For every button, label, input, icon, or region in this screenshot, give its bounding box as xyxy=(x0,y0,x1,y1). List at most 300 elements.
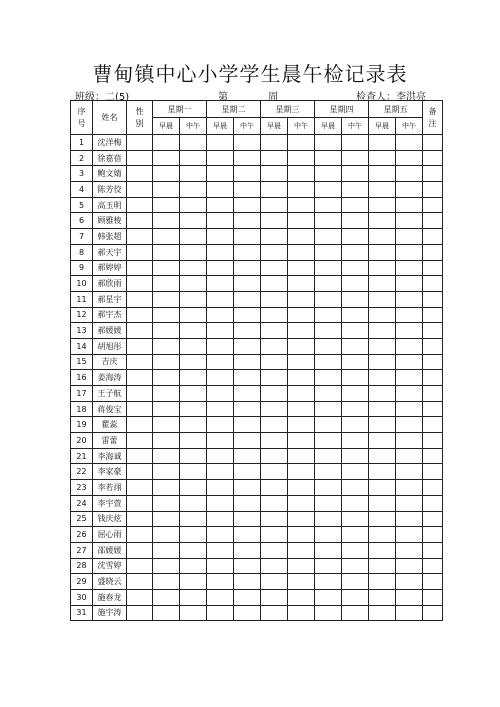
noon-check-cell xyxy=(180,574,207,590)
morning-check-cell xyxy=(153,370,180,386)
morning-check-cell xyxy=(261,244,288,260)
morning-check-cell xyxy=(261,542,288,558)
noon-check-cell xyxy=(234,135,261,151)
noon-check-cell xyxy=(342,370,369,386)
remark-header: 备 注 xyxy=(423,101,443,135)
row-number: 26 xyxy=(71,527,93,543)
morning-check-cell xyxy=(315,291,342,307)
noon-check-cell xyxy=(234,276,261,292)
noon-check-cell xyxy=(288,401,315,417)
table-row xyxy=(71,244,443,260)
morning-check-cell xyxy=(153,229,180,245)
morning-check-cell xyxy=(153,213,180,229)
morning-check-cell xyxy=(369,511,396,527)
noon-check-cell xyxy=(396,307,423,323)
noon-check-cell xyxy=(234,401,261,417)
noon-check-cell xyxy=(234,291,261,307)
noon-check-cell xyxy=(234,495,261,511)
remark-cell xyxy=(423,558,443,574)
morning-check-cell xyxy=(153,558,180,574)
noon-check-cell xyxy=(342,542,369,558)
morning-check-cell xyxy=(369,589,396,605)
morning-check-cell xyxy=(315,166,342,182)
morning-check-cell xyxy=(153,291,180,307)
remark-cell xyxy=(423,417,443,433)
table-row xyxy=(71,150,443,166)
morning-check-cell xyxy=(207,527,234,543)
gender-cell xyxy=(127,464,153,480)
row-number: 11 xyxy=(71,291,93,307)
noon-check-cell xyxy=(288,495,315,511)
noon-check-cell xyxy=(288,511,315,527)
morning-check-cell xyxy=(261,527,288,543)
noon-check-cell xyxy=(234,480,261,496)
row-number: 22 xyxy=(71,464,93,480)
table-row xyxy=(71,307,443,323)
week-prefix: 第 xyxy=(218,92,228,103)
morning-check-cell xyxy=(153,589,180,605)
noon-check-cell xyxy=(234,244,261,260)
student-name: 郝欣雨 xyxy=(93,276,127,292)
noon-check-cell xyxy=(342,417,369,433)
noon-check-cell xyxy=(180,527,207,543)
table-row xyxy=(71,135,443,151)
table-row xyxy=(71,386,443,402)
morning-check-cell xyxy=(261,291,288,307)
row-number: 12 xyxy=(71,307,93,323)
morning-check-cell xyxy=(153,276,180,292)
row-number: 23 xyxy=(71,480,93,496)
morning-check-cell xyxy=(369,197,396,213)
noon-check-cell xyxy=(234,338,261,354)
noon-check-cell xyxy=(396,244,423,260)
morning-check-cell xyxy=(315,150,342,166)
morning-check-cell xyxy=(261,417,288,433)
morning-check-cell xyxy=(261,401,288,417)
gender-cell xyxy=(127,135,153,151)
noon-check-cell xyxy=(396,433,423,449)
morning-check-cell xyxy=(261,197,288,213)
gender-cell xyxy=(127,401,153,417)
remark-cell xyxy=(423,574,443,590)
noon-check-cell xyxy=(180,291,207,307)
table-row xyxy=(71,182,443,198)
row-number: 17 xyxy=(71,386,93,402)
row-number: 31 xyxy=(71,605,93,621)
morning-check-cell xyxy=(369,401,396,417)
morning-check-cell xyxy=(207,401,234,417)
row-number: 5 xyxy=(71,197,93,213)
noon-check-cell xyxy=(180,605,207,621)
morning-check-cell xyxy=(315,401,342,417)
morning-check-cell xyxy=(207,166,234,182)
morning-check-cell xyxy=(261,605,288,621)
student-name: 郝婷婷 xyxy=(93,260,127,276)
table-row xyxy=(71,338,443,354)
remark-cell xyxy=(423,589,443,605)
morning-check-cell xyxy=(261,354,288,370)
table-row xyxy=(71,370,443,386)
noon-check-cell xyxy=(288,605,315,621)
morning-check-cell xyxy=(369,338,396,354)
morning-check-cell xyxy=(207,495,234,511)
morning-check-cell xyxy=(207,589,234,605)
noon-check-cell xyxy=(180,370,207,386)
remark-cell xyxy=(423,433,443,449)
morning-check-cell xyxy=(315,574,342,590)
noon-check-cell xyxy=(342,480,369,496)
morning-check-cell xyxy=(207,464,234,480)
morning-check-cell xyxy=(315,464,342,480)
table-row xyxy=(71,213,443,229)
remark-cell xyxy=(423,291,443,307)
student-name: 姜海涛 xyxy=(93,370,127,386)
noon-check-cell xyxy=(396,338,423,354)
row-number: 6 xyxy=(71,213,93,229)
noon-check-cell xyxy=(180,276,207,292)
morning-check-cell xyxy=(315,354,342,370)
morning-check-cell xyxy=(261,558,288,574)
noon-check-cell xyxy=(342,386,369,402)
noon-check-cell xyxy=(342,605,369,621)
morning-check-cell xyxy=(369,433,396,449)
noon-check-cell xyxy=(288,386,315,402)
morning-check-cell xyxy=(207,135,234,151)
morning-check-cell xyxy=(315,276,342,292)
noon-check-cell xyxy=(396,213,423,229)
morning-check-cell xyxy=(153,605,180,621)
noon-check-cell xyxy=(396,448,423,464)
morning-check-cell xyxy=(369,260,396,276)
noon-check-cell xyxy=(342,511,369,527)
morning-check-cell xyxy=(153,511,180,527)
morning-check-cell xyxy=(369,448,396,464)
noon-check-cell xyxy=(342,229,369,245)
noon-check-cell xyxy=(342,433,369,449)
row-number: 21 xyxy=(71,448,93,464)
noon-check-cell xyxy=(288,229,315,245)
noon-check-cell xyxy=(288,589,315,605)
gender-cell xyxy=(127,276,153,292)
morning-check-cell xyxy=(153,417,180,433)
remark-cell xyxy=(423,244,443,260)
noon-check-cell xyxy=(180,307,207,323)
seq-header: 序 号 xyxy=(71,101,93,135)
gender-cell xyxy=(127,182,153,198)
noon-header: 中午 xyxy=(342,118,369,135)
day-header-fri: 星期五 xyxy=(369,101,423,118)
remark-cell xyxy=(423,511,443,527)
morning-check-cell xyxy=(207,417,234,433)
student-name: 雷蕾 xyxy=(93,433,127,449)
morning-check-cell xyxy=(315,558,342,574)
noon-check-cell xyxy=(180,464,207,480)
noon-check-cell xyxy=(288,213,315,229)
noon-check-cell xyxy=(396,135,423,151)
gender-cell xyxy=(127,527,153,543)
morning-check-cell xyxy=(261,574,288,590)
noon-check-cell xyxy=(396,150,423,166)
morning-check-cell xyxy=(261,495,288,511)
morning-check-cell xyxy=(315,323,342,339)
student-name: 瞿蕊 xyxy=(93,417,127,433)
noon-check-cell xyxy=(288,182,315,198)
noon-check-cell xyxy=(396,417,423,433)
student-name: 高玉明 xyxy=(93,197,127,213)
morning-check-cell xyxy=(207,150,234,166)
morning-check-cell xyxy=(261,166,288,182)
morning-check-cell xyxy=(315,605,342,621)
noon-check-cell xyxy=(234,182,261,198)
table-row xyxy=(71,323,443,339)
noon-check-cell xyxy=(342,213,369,229)
noon-check-cell xyxy=(180,417,207,433)
gender-cell xyxy=(127,150,153,166)
noon-check-cell xyxy=(234,260,261,276)
noon-header: 中午 xyxy=(180,118,207,135)
morning-check-cell xyxy=(315,511,342,527)
morning-header: 早晨 xyxy=(261,118,288,135)
remark-cell xyxy=(423,166,443,182)
table-row xyxy=(71,511,443,527)
noon-check-cell xyxy=(342,291,369,307)
morning-check-cell xyxy=(153,574,180,590)
morning-check-cell xyxy=(369,323,396,339)
noon-check-cell xyxy=(288,527,315,543)
morning-check-cell xyxy=(261,386,288,402)
remark-cell xyxy=(423,542,443,558)
morning-check-cell xyxy=(261,307,288,323)
table-row xyxy=(71,558,443,574)
noon-check-cell xyxy=(234,511,261,527)
row-number: 10 xyxy=(71,276,93,292)
noon-check-cell xyxy=(180,589,207,605)
student-name: 郝媛媛 xyxy=(93,323,127,339)
noon-check-cell xyxy=(342,150,369,166)
noon-check-cell xyxy=(396,495,423,511)
noon-check-cell xyxy=(288,244,315,260)
row-number: 3 xyxy=(71,166,93,182)
student-name: 李宇萱 xyxy=(93,495,127,511)
morning-header: 早晨 xyxy=(369,118,396,135)
noon-check-cell xyxy=(396,558,423,574)
morning-check-cell xyxy=(207,291,234,307)
student-name: 施春龙 xyxy=(93,589,127,605)
table-row xyxy=(71,527,443,543)
noon-check-cell xyxy=(234,323,261,339)
noon-check-cell xyxy=(234,527,261,543)
noon-check-cell xyxy=(288,166,315,182)
student-name: 韩张超 xyxy=(93,229,127,245)
noon-header: 中午 xyxy=(396,118,423,135)
morning-check-cell xyxy=(153,401,180,417)
noon-check-cell xyxy=(180,386,207,402)
noon-check-cell xyxy=(288,323,315,339)
morning-check-cell xyxy=(261,448,288,464)
day-header-wed: 星期三 xyxy=(261,101,315,118)
row-number: 27 xyxy=(71,542,93,558)
morning-check-cell xyxy=(153,135,180,151)
noon-check-cell xyxy=(396,323,423,339)
student-name: 蒋俊宝 xyxy=(93,401,127,417)
noon-check-cell xyxy=(396,370,423,386)
remark-cell xyxy=(423,229,443,245)
noon-check-cell xyxy=(342,244,369,260)
morning-check-cell xyxy=(207,338,234,354)
gender-cell xyxy=(127,244,153,260)
noon-check-cell xyxy=(180,150,207,166)
morning-check-cell xyxy=(153,260,180,276)
morning-check-cell xyxy=(315,182,342,198)
noon-check-cell xyxy=(396,229,423,245)
row-number: 8 xyxy=(71,244,93,260)
table-row xyxy=(71,448,443,464)
gender-cell xyxy=(127,197,153,213)
gender-cell xyxy=(127,417,153,433)
morning-check-cell xyxy=(153,197,180,213)
noon-check-cell xyxy=(288,338,315,354)
morning-check-cell xyxy=(369,370,396,386)
morning-check-cell xyxy=(369,495,396,511)
table-row xyxy=(71,166,443,182)
morning-check-cell xyxy=(153,495,180,511)
record-table xyxy=(70,100,443,621)
noon-check-cell xyxy=(342,558,369,574)
morning-check-cell xyxy=(369,182,396,198)
noon-header: 中午 xyxy=(288,118,315,135)
morning-check-cell xyxy=(207,229,234,245)
table-row xyxy=(71,574,443,590)
student-name: 徐嘉蓓 xyxy=(93,150,127,166)
student-name: 李家豪 xyxy=(93,464,127,480)
noon-check-cell xyxy=(180,229,207,245)
noon-check-cell xyxy=(234,605,261,621)
gender-cell xyxy=(127,589,153,605)
noon-check-cell xyxy=(342,527,369,543)
morning-check-cell xyxy=(207,433,234,449)
morning-check-cell xyxy=(369,480,396,496)
gender-cell xyxy=(127,542,153,558)
morning-check-cell xyxy=(315,244,342,260)
morning-check-cell xyxy=(369,386,396,402)
noon-check-cell xyxy=(396,182,423,198)
remark-cell xyxy=(423,307,443,323)
morning-check-cell xyxy=(369,291,396,307)
noon-check-cell xyxy=(234,386,261,402)
row-number: 18 xyxy=(71,401,93,417)
morning-check-cell xyxy=(207,370,234,386)
morning-check-cell xyxy=(369,605,396,621)
morning-check-cell xyxy=(153,338,180,354)
morning-check-cell xyxy=(315,480,342,496)
table-row xyxy=(71,260,443,276)
day-header-thu: 星期四 xyxy=(315,101,369,118)
table-row xyxy=(71,354,443,370)
noon-check-cell xyxy=(288,558,315,574)
morning-check-cell xyxy=(369,527,396,543)
morning-check-cell xyxy=(207,480,234,496)
morning-check-cell xyxy=(261,260,288,276)
remark-cell xyxy=(423,182,443,198)
student-name: 邵媛媛 xyxy=(93,542,127,558)
remark-cell xyxy=(423,370,443,386)
student-name: 沈雪婷 xyxy=(93,558,127,574)
student-name: 王子航 xyxy=(93,386,127,402)
table-row xyxy=(71,542,443,558)
morning-check-cell xyxy=(315,386,342,402)
morning-check-cell xyxy=(369,135,396,151)
morning-check-cell xyxy=(261,480,288,496)
morning-check-cell xyxy=(315,135,342,151)
table-row xyxy=(71,417,443,433)
noon-check-cell xyxy=(180,495,207,511)
morning-check-cell xyxy=(153,307,180,323)
table-row xyxy=(71,605,443,621)
noon-check-cell xyxy=(180,338,207,354)
remark-cell xyxy=(423,213,443,229)
morning-check-cell xyxy=(207,542,234,558)
morning-check-cell xyxy=(369,464,396,480)
morning-check-cell xyxy=(207,511,234,527)
morning-check-cell xyxy=(261,135,288,151)
student-name: 钱庆炫 xyxy=(93,511,127,527)
morning-check-cell xyxy=(315,542,342,558)
noon-check-cell xyxy=(396,542,423,558)
student-name: 郝宇杰 xyxy=(93,307,127,323)
gender-header: 性 别 xyxy=(127,101,153,135)
row-number: 28 xyxy=(71,558,93,574)
noon-check-cell xyxy=(342,354,369,370)
row-number: 16 xyxy=(71,370,93,386)
row-number: 14 xyxy=(71,338,93,354)
morning-check-cell xyxy=(315,229,342,245)
morning-check-cell xyxy=(153,386,180,402)
morning-check-cell xyxy=(369,307,396,323)
morning-check-cell xyxy=(261,182,288,198)
noon-check-cell xyxy=(288,417,315,433)
gender-cell xyxy=(127,605,153,621)
morning-check-cell xyxy=(261,464,288,480)
morning-check-cell xyxy=(369,150,396,166)
morning-check-cell xyxy=(207,213,234,229)
student-name: 鲍文婧 xyxy=(93,166,127,182)
morning-check-cell xyxy=(315,495,342,511)
remark-cell xyxy=(423,605,443,621)
student-name: 吉庆 xyxy=(93,354,127,370)
noon-check-cell xyxy=(234,448,261,464)
morning-check-cell xyxy=(207,197,234,213)
student-name: 胡旭彤 xyxy=(93,338,127,354)
gender-cell xyxy=(127,166,153,182)
morning-check-cell xyxy=(315,338,342,354)
gender-cell xyxy=(127,291,153,307)
morning-check-cell xyxy=(369,213,396,229)
morning-check-cell xyxy=(207,244,234,260)
morning-check-cell xyxy=(153,448,180,464)
week-suffix: 周 xyxy=(268,92,278,103)
morning-check-cell xyxy=(369,276,396,292)
noon-check-cell xyxy=(342,464,369,480)
noon-check-cell xyxy=(342,166,369,182)
gender-cell xyxy=(127,574,153,590)
class-label: 班级：二(5) xyxy=(75,92,130,103)
noon-check-cell xyxy=(288,542,315,558)
noon-check-cell xyxy=(288,354,315,370)
morning-check-cell xyxy=(315,417,342,433)
gender-cell xyxy=(127,354,153,370)
morning-check-cell xyxy=(207,448,234,464)
noon-check-cell xyxy=(342,448,369,464)
